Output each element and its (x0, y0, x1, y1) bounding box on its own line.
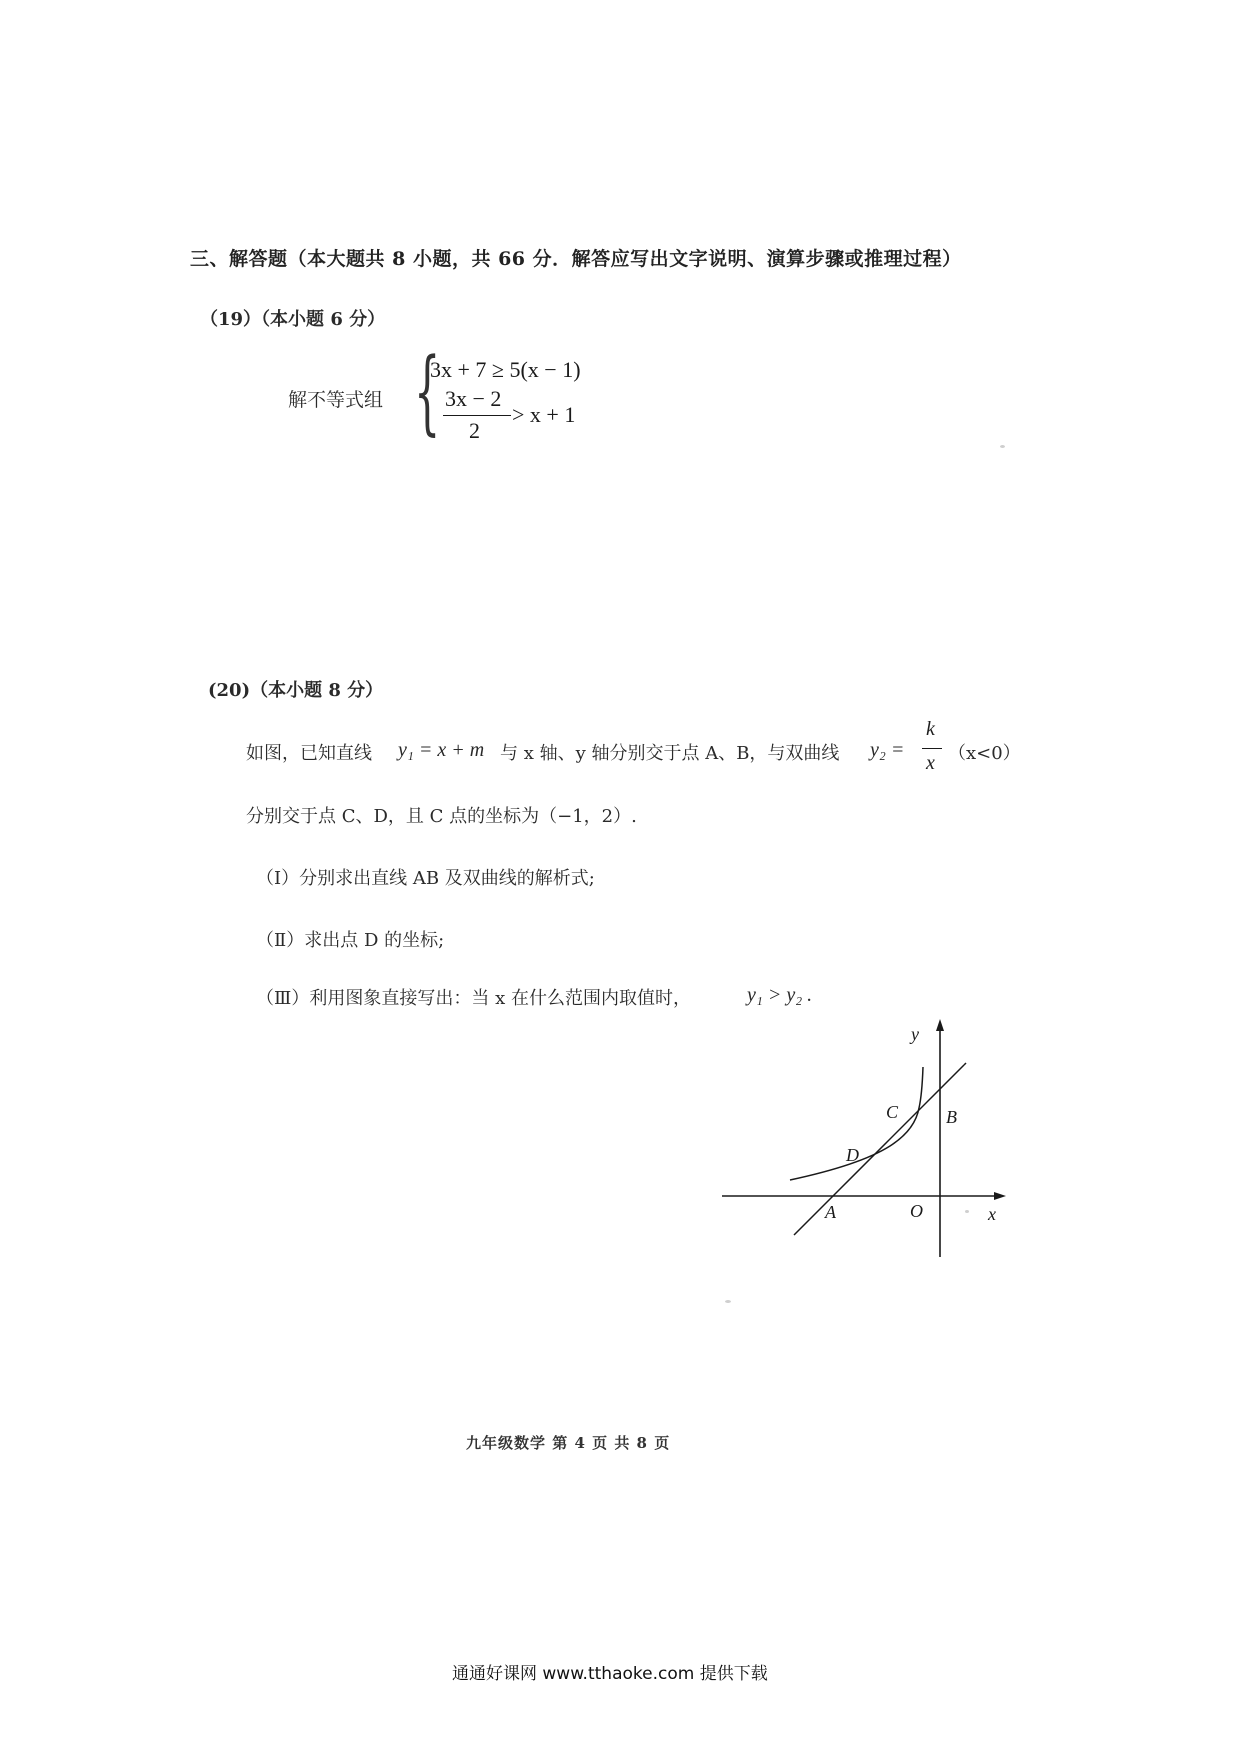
scan-speck (965, 1210, 969, 1213)
q20-part-2: （Ⅱ）求出点 D 的坐标; (256, 930, 445, 951)
origin-label: O (910, 1201, 923, 1221)
section-header: 三、解答题（本大题共 8 小题，共 66 分．解答应写出文字说明、演算步骤或推理过程） (190, 248, 962, 270)
site-credit: 通通好课网 www.tthaoke.com 提供下载 (452, 1664, 768, 1684)
q20-hyperbola-fraction-bar (922, 748, 942, 749)
q19-fraction-bar (443, 415, 511, 416)
q20-part-1: （Ⅰ）分别求出直线 AB 及双曲线的解析式; (256, 868, 595, 889)
y-axis-label: y (911, 1024, 919, 1044)
point-b-label: B (946, 1107, 957, 1127)
q19-inequality-2-numerator: 3x − 2 (445, 386, 502, 411)
q20-line-equation: y₁ = x + m (398, 739, 485, 761)
q20-line1-text-b: 与 x 轴、y 轴分别交于点 A、B，与双曲线 (500, 743, 840, 764)
q19-inequality-2-rhs: > x + 1 (512, 402, 576, 427)
q19-heading: （19）（本小题 6 分） (200, 309, 386, 330)
q20-part-3-inequality: y₁ > y₂ . (747, 984, 813, 1006)
q20-line1-text-a: 如图，已知直线 (246, 743, 372, 764)
line-ab (794, 1065, 964, 1235)
q20-part-3-text: （Ⅲ）利用图象直接写出：当 x 在什么范围内取值时， (256, 988, 691, 1009)
q20-hyperbola-y2: y₂ = (870, 739, 905, 761)
q20-hyperbola-k: k (926, 718, 935, 740)
q19-prompt: 解不等式组 (288, 389, 384, 411)
line-ab-extension (964, 1063, 966, 1065)
point-d-label: D (846, 1145, 859, 1165)
x-axis-label: x (988, 1204, 996, 1224)
point-c-label: C (886, 1102, 899, 1122)
point-a-label: A (825, 1202, 836, 1222)
q20-heading: (20)（本小题 8 分） (208, 680, 384, 701)
scan-speck (1000, 445, 1005, 448)
system-brace: { (414, 338, 441, 445)
page-footer: 九年级数学 第 4 页 共 8 页 (466, 1434, 671, 1452)
function-graph (710, 1015, 1020, 1265)
q20-line2: 分别交于点 C、D，且 C 点的坐标为（−1，2）. (246, 806, 637, 827)
q20-condition: （x<0） (948, 743, 1021, 764)
q20-hyperbola-x: x (926, 752, 935, 774)
q19-inequality-1: 3x + 7 ≥ 5(x − 1) (430, 357, 581, 382)
scan-speck (725, 1300, 731, 1303)
x-axis-arrow-icon (994, 1192, 1006, 1200)
q19-inequality-2-denominator: 2 (469, 418, 480, 443)
y-axis-arrow-icon (936, 1019, 944, 1031)
